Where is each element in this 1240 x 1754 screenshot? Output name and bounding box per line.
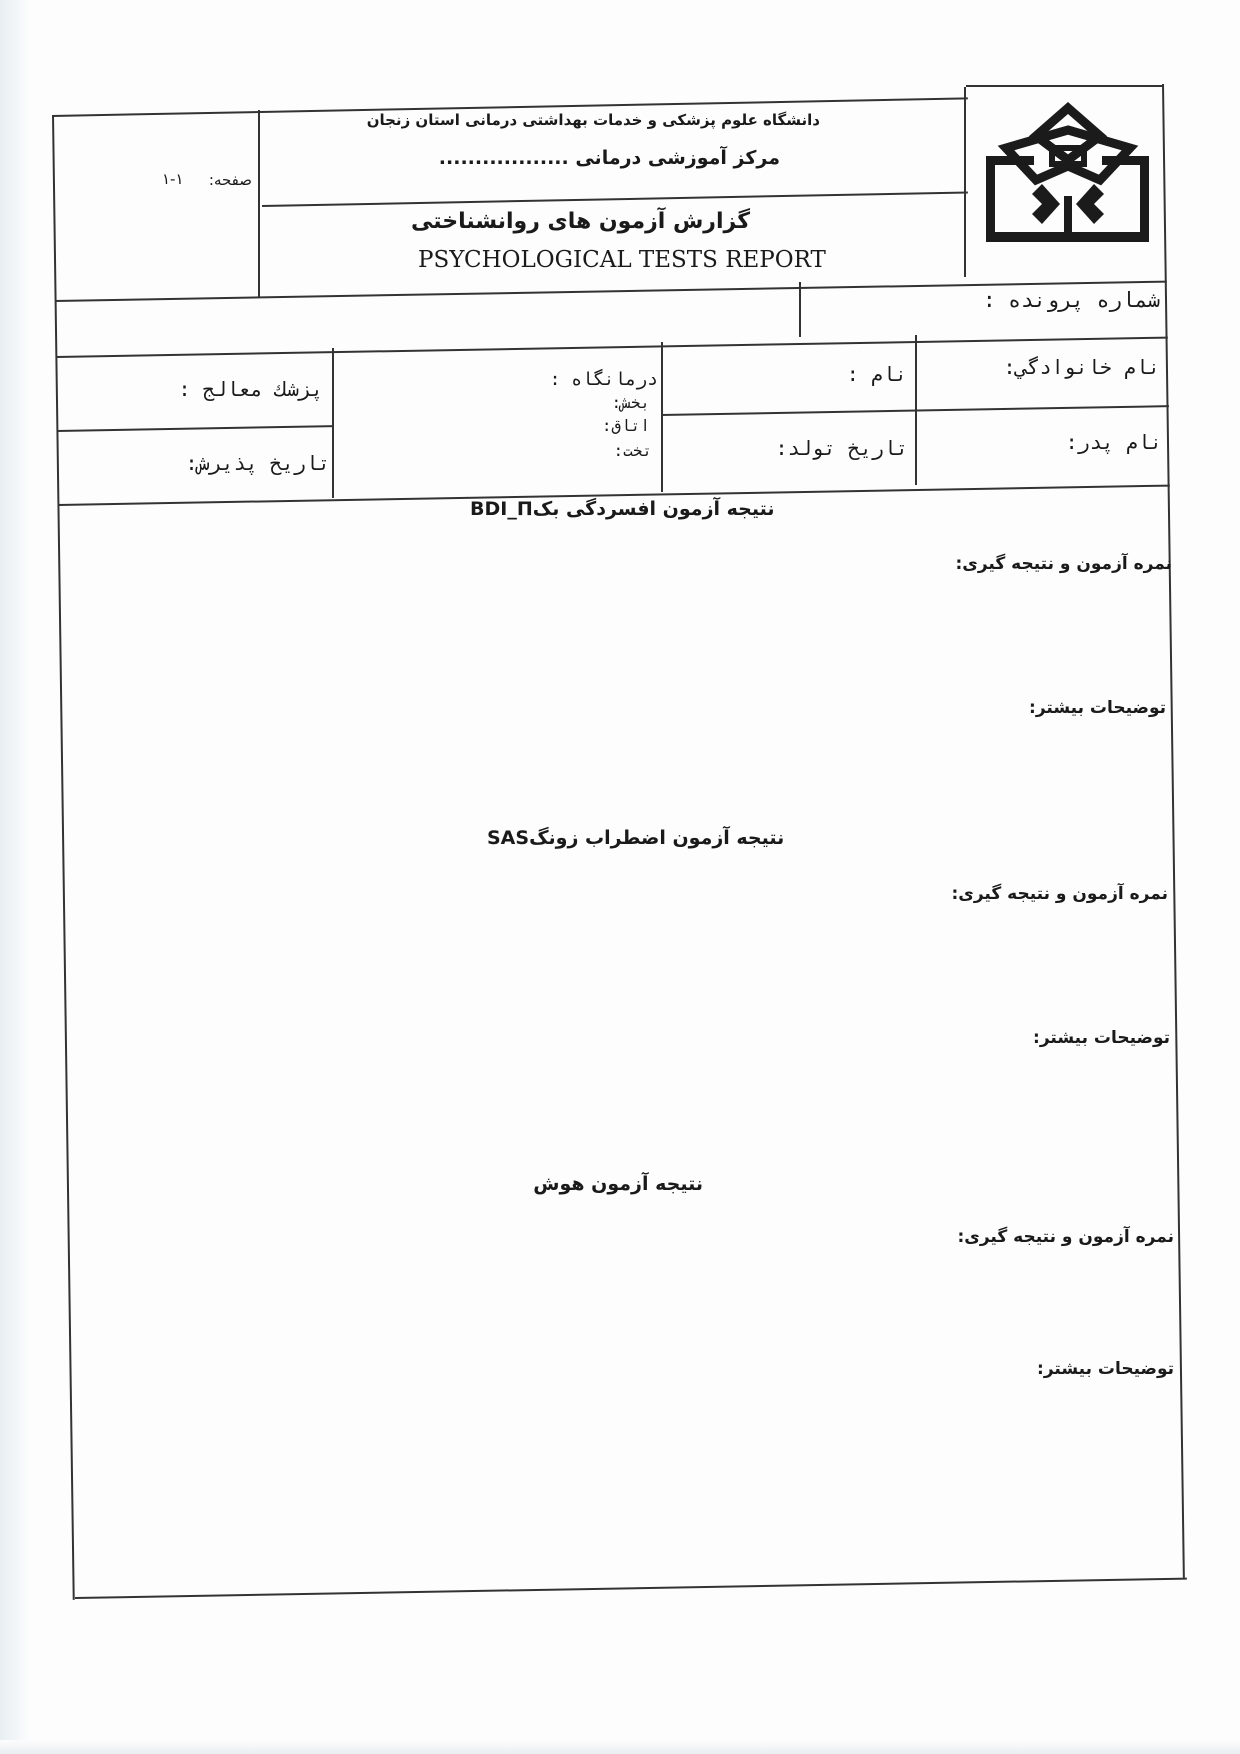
admission-date-field[interactable]: تاريخ پذيرش: xyxy=(185,451,330,475)
physician-field[interactable]: پزشك معالج : xyxy=(178,377,323,401)
page-number: ۱-۱ xyxy=(162,170,184,188)
section-sas-score-label: نمره آزمون و نتیجه گیری: xyxy=(951,884,1168,904)
scan-edge-shadow xyxy=(0,0,30,1754)
section-bdi-title xyxy=(470,500,775,519)
clinic-field[interactable]: درمانگاه : xyxy=(549,369,658,390)
section-sas-title-text: نتیجه آزمون اضطراب زونگ xyxy=(529,827,785,849)
section-sas-suffix: SAS xyxy=(487,827,530,849)
birth-date-field[interactable]: تاريخ تولد: xyxy=(775,436,908,460)
center-name: مرکز آموزشی درمانی .................. xyxy=(438,147,780,169)
name-field[interactable]: نام : xyxy=(846,362,907,386)
section-iq-title: نتیجه آزمون هوش xyxy=(533,1173,703,1195)
report-title-fa: گزارش آزمون های روانشناختی xyxy=(411,209,750,234)
room-field[interactable]: اتاق: xyxy=(601,416,650,435)
ministry-logo-icon xyxy=(980,100,1156,254)
father-name-field[interactable]: نام پدر: xyxy=(1065,430,1162,454)
section-iq-notes-label: توضیحات بیشتر: xyxy=(1037,1359,1174,1379)
bed-field[interactable]: تخت: xyxy=(613,441,652,460)
section-bdi-title-text: نتیجه آزمون افسردگی بک xyxy=(532,498,775,520)
ward-field[interactable]: بخش: xyxy=(611,393,650,412)
section-bdi-notes-label: توضیحات بیشتر: xyxy=(1029,698,1166,718)
report-title-en: PSYCHOLOGICAL TESTS REPORT xyxy=(418,247,826,273)
section-iq-score-label: نمره آزمون و نتیجه گیری: xyxy=(957,1227,1174,1247)
section-bdi-suffix: BDI_Π xyxy=(470,498,533,520)
section-sas-title xyxy=(487,829,784,848)
university-name: دانشگاه علوم پزشکی و خدمات بهداشتی درمانی استان زنجان xyxy=(366,111,820,129)
section-sas-notes-label: توضیحات بیشتر: xyxy=(1033,1028,1170,1048)
page-label: صفحه: xyxy=(208,171,252,189)
family-name-field[interactable]: نام خانوادگي: xyxy=(1003,355,1160,379)
scan-bottom-shadow xyxy=(0,1740,1240,1754)
section-bdi-score-label: نمره آزمون و نتیجه گیری: xyxy=(955,554,1172,574)
file-number-field[interactable]: شماره پرونده : xyxy=(982,288,1160,312)
